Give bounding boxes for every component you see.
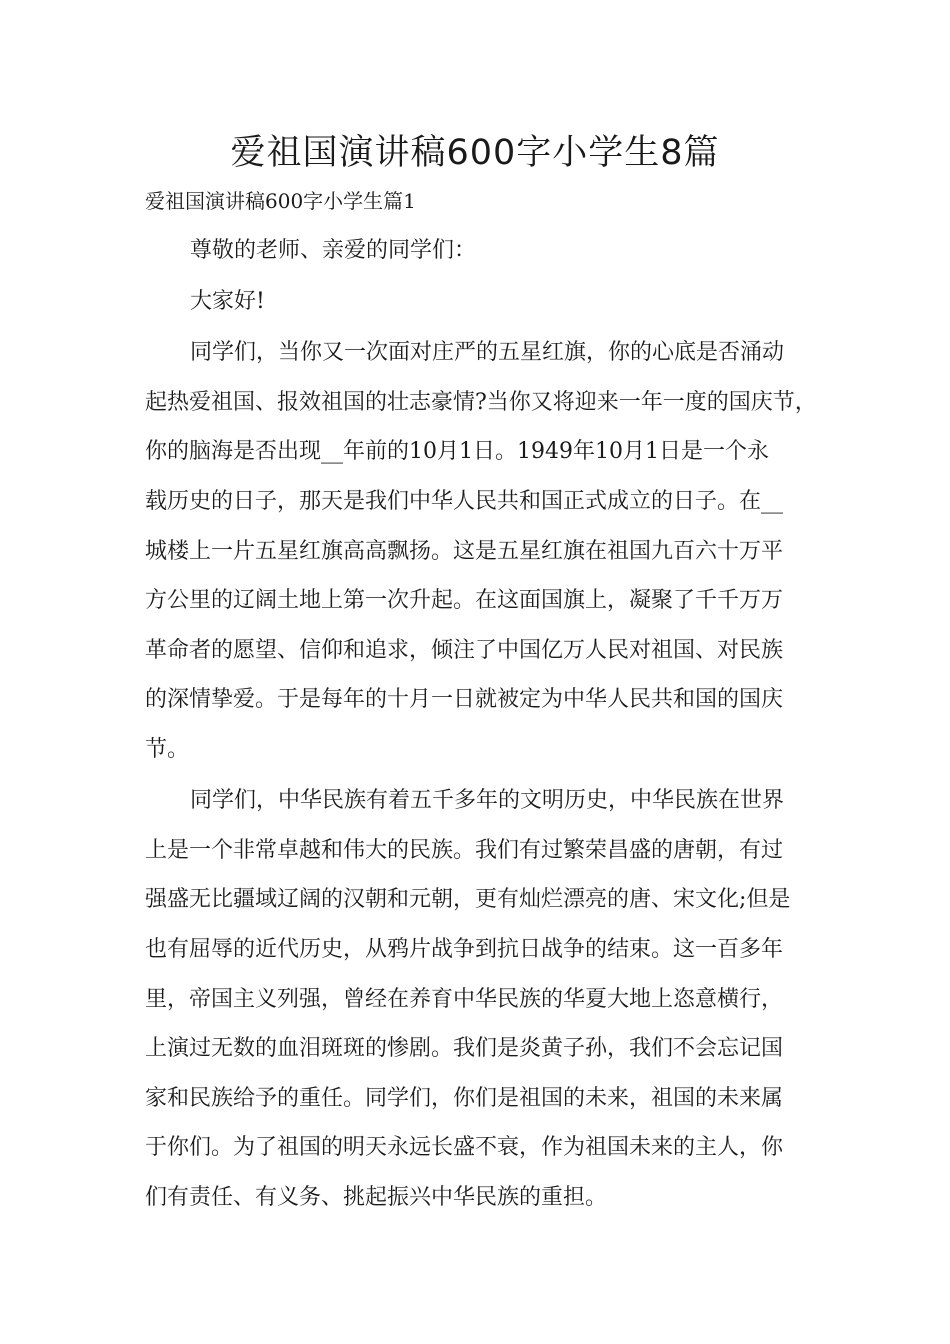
document-title: 爱祖国演讲稿600字小学生8篇 [230, 133, 720, 173]
paragraph1-line: 同学们，当你又一次面对庄严的五星红旗，你的心底是否涌动 [190, 340, 785, 365]
paragraph1-line: 你的脑海是否出现__年前的10月1日。1949年10月1日是一个永 [145, 439, 769, 464]
paragraph1-line: 革命者的愿望、信仰和追求，倾注了中国亿万人民对祖国、对民族 [145, 638, 784, 663]
paragraph2-line: 也有屈辱的近代历史，从鸦片战争到抗日战争的结束。这一百多年 [145, 937, 784, 962]
paragraph2-line: 强盛无比疆域辽阔的汉朝和元朝，更有灿烂漂亮的唐、宋文化;但是 [145, 887, 791, 912]
paragraph2-line: 家和民族给予的重任。同学们，你们是祖国的未来，祖国的未来属 [145, 1086, 784, 1111]
paragraph2-line: 上是一个非常卓越和伟大的民族。我们有过繁荣昌盛的唐朝，有过 [145, 838, 784, 863]
paragraph2-line: 里，帝国主义列强，曾经在养育中华民族的华夏大地上恣意横行， [145, 987, 784, 1012]
paragraph1-line: 的深情挚爱。于是每年的十月一日就被定为中华人民共和国的国庆 [145, 687, 784, 712]
paragraph2-line: 于你们。为了祖国的明天永远长盛不衰，作为祖国未来的主人，你 [145, 1135, 784, 1160]
salutation-line: 大家好! [190, 289, 265, 314]
greeting-line: 尊敬的老师、亲爱的同学们： [190, 238, 477, 263]
paragraph1-line: 节。 [145, 737, 190, 762]
paragraph2-line: 们有责任、有义务、挑起振兴中华民族的重担。 [145, 1185, 608, 1210]
paragraph2-line: 上演过无数的血泪斑斑的惨剧。我们是炎黄子孙，我们不会忘记国 [145, 1036, 784, 1061]
paragraph1-line: 城楼上一片五星红旗高高飘扬。这是五星红旗在祖国九百六十万平 [145, 539, 784, 564]
section-heading: 爱祖国演讲稿600字小学生篇1 [145, 189, 416, 213]
paragraph1-line: 载历史的日子，那天是我们中华人民共和国正式成立的日子。在__ [145, 489, 784, 514]
paragraph2-line: 同学们，中华民族有着五千多年的文明历史，中华民族在世界 [190, 788, 785, 813]
paragraph1-line: 方公里的辽阔土地上第一次升起。在这面国旗上，凝聚了千千万万 [145, 588, 784, 613]
paragraph1-line: 起热爱祖国、报效祖国的壮志豪情?当你又将迎来一年一度的国庆节， [145, 390, 817, 415]
